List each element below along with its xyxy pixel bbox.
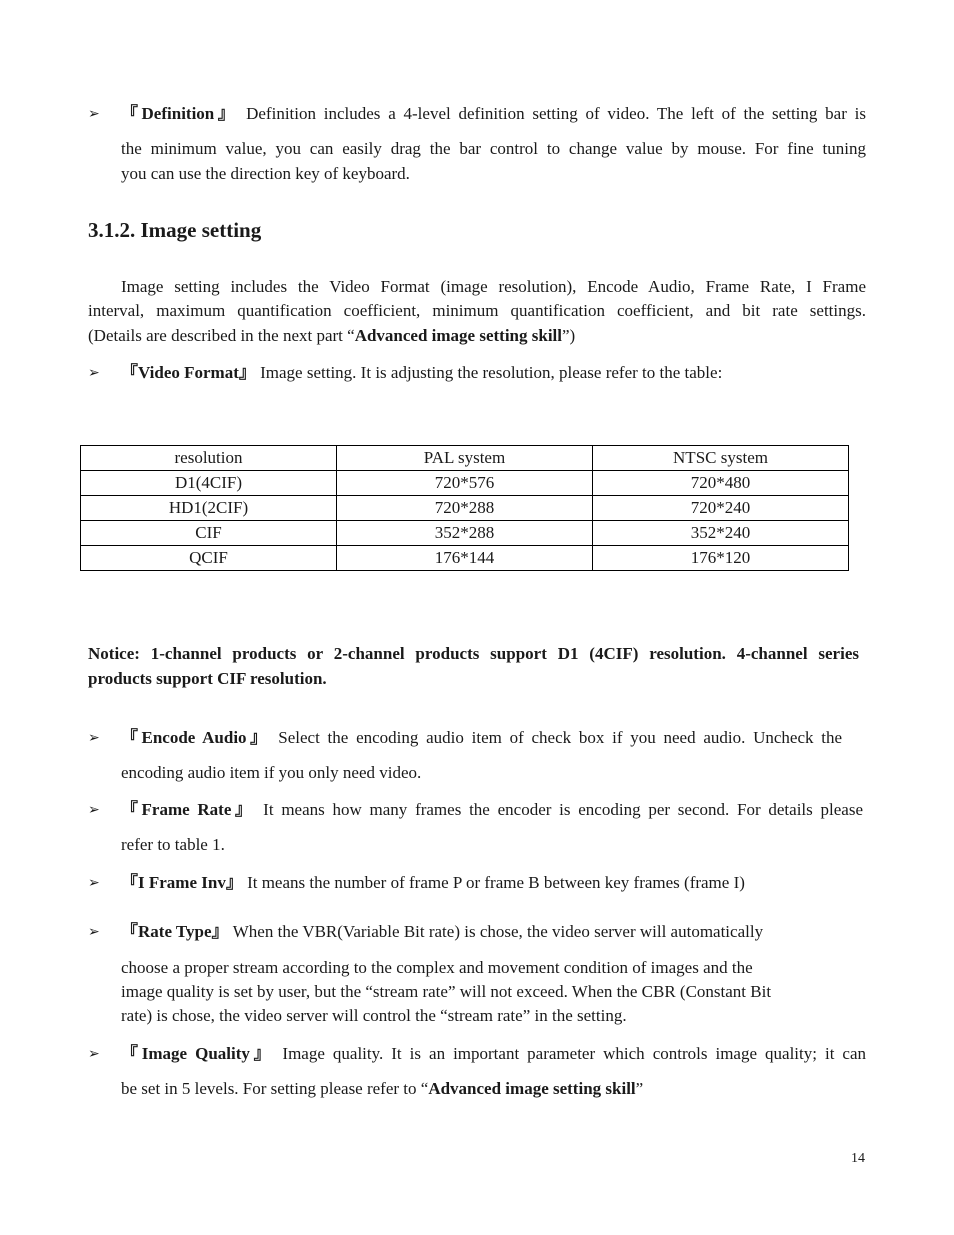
rate-type-text-3: image quality is set by user, but the “stream rate” will not exceed. When the CBR (Constant Bit: [121, 982, 772, 1001]
bullet-arrow-icon: ➢: [88, 365, 100, 381]
table-cell: 176*120: [593, 546, 849, 571]
intro-line-2: interval, maximum quantification coefficient, minimum quantification coefficient, and bit rate settings.: [88, 301, 866, 320]
definition-text-2: the minimum value, you can easily drag the bar control to change value by mouse. For fine tuning: [121, 139, 866, 158]
image-quality-line1: [121, 1042, 866, 1066]
rate-type-label: 『Rate Type』: [121, 922, 229, 941]
bullet-arrow-icon: ➢: [88, 1046, 100, 1062]
rate-type-text-4: rate) is chose, the video server will control the “stream rate” in the setting.: [121, 1006, 627, 1025]
bullet-arrow-icon: ➢: [88, 106, 100, 122]
video-format-paragraph: [121, 361, 722, 385]
frame-rate-text-1: It means how many frames the encoder is encoding per second. For details please: [263, 800, 863, 819]
notice-line-1: Notice: 1-channel products or 2-channel products support D1 (4CIF) resolution. 4-channel series: [88, 644, 859, 663]
encode-audio-line1: [121, 726, 842, 750]
bullet-arrow-icon: ➢: [88, 802, 100, 818]
image-quality-link-advanced: Advanced image setting skill: [428, 1079, 636, 1098]
table-cell: D1(4CIF): [81, 471, 337, 496]
frame-rate-label: 『Frame Rate』: [121, 800, 256, 819]
table-cell: QCIF: [81, 546, 337, 571]
bullet-arrow-icon: ➢: [88, 875, 100, 891]
image-quality-line2: [121, 1077, 643, 1101]
video-format-text: Image setting. It is adjusting the resolution, please refer to the table:: [260, 363, 723, 382]
table-header-cell: PAL system: [337, 446, 593, 471]
intro-line-3-post: ”): [562, 326, 576, 345]
rate-type-line1: [121, 920, 763, 944]
table-row: [81, 521, 849, 546]
table-cell: 720*288: [337, 496, 593, 521]
definition-label: 『Definition』: [121, 104, 239, 123]
intro-line-1: Image setting includes the Video Format (image resolution), Encode Audio, Frame Rate, I Frame: [121, 277, 866, 296]
intro-line-3-pre: (Details are described in the next part “: [88, 326, 355, 345]
i-frame-inv-text: It means the number of frame P or frame B between key frames (frame I): [247, 873, 745, 892]
image-quality-text-2-post: ”: [635, 1079, 644, 1098]
table-row: [81, 471, 849, 496]
encode-audio-text-1: Select the encoding audio item of check box if you need audio. Uncheck the: [278, 728, 843, 747]
table-cell: 720*480: [593, 471, 849, 496]
intro-line-3: [88, 324, 575, 348]
section-heading: 3.1.2. Image setting: [88, 218, 262, 242]
resolution-table: [80, 445, 849, 571]
table-row: [81, 546, 849, 571]
table-cell: 352*240: [593, 521, 849, 546]
rate-type-text-1: When the VBR(Variable Bit rate) is chose, the video server will automatically: [232, 922, 764, 941]
table-header-cell: NTSC system: [593, 446, 849, 471]
table-cell: CIF: [81, 521, 337, 546]
definition-text-3: you can use the direction key of keyboard.: [121, 164, 410, 183]
i-frame-inv-label: 『I Frame Inv』: [121, 873, 243, 892]
image-quality-text-1: Image quality. It is an important parameter which controls image quality; it can: [282, 1044, 867, 1063]
definition-text-1: Definition includes a 4-level definition setting of video. The left of the setting bar is: [246, 104, 866, 123]
video-format-label: 『Video Format』: [121, 363, 256, 382]
bullet-arrow-icon: ➢: [88, 924, 100, 940]
intro-link-advanced: Advanced image setting skill: [354, 326, 562, 345]
definition-paragraph-line1: [121, 102, 866, 126]
encode-audio-text-2: encoding audio item if you only need video.: [121, 763, 422, 782]
table-row: [81, 496, 849, 521]
image-quality-text-2-pre: be set in 5 levels. For setting please refer to “: [121, 1079, 429, 1098]
notice-line-2: products support CIF resolution.: [88, 669, 327, 688]
encode-audio-label: 『Encode Audio』: [121, 728, 271, 747]
table-cell: 352*288: [337, 521, 593, 546]
table-cell: 720*576: [337, 471, 593, 496]
table-cell: HD1(2CIF): [81, 496, 337, 521]
table-header-row: [81, 446, 849, 471]
table-cell: 176*144: [337, 546, 593, 571]
image-quality-label: 『Image Quality』: [121, 1044, 275, 1063]
table-cell: 720*240: [593, 496, 849, 521]
bullet-arrow-icon: ➢: [88, 730, 100, 746]
page-number: 14: [851, 1151, 865, 1166]
table-header-cell: resolution: [81, 446, 337, 471]
frame-rate-line1: [121, 798, 863, 822]
rate-type-text-2: choose a proper stream according to the complex and movement condition of images and the: [121, 958, 753, 977]
frame-rate-text-2: refer to table 1.: [121, 835, 225, 854]
i-frame-inv-paragraph: [121, 871, 745, 895]
